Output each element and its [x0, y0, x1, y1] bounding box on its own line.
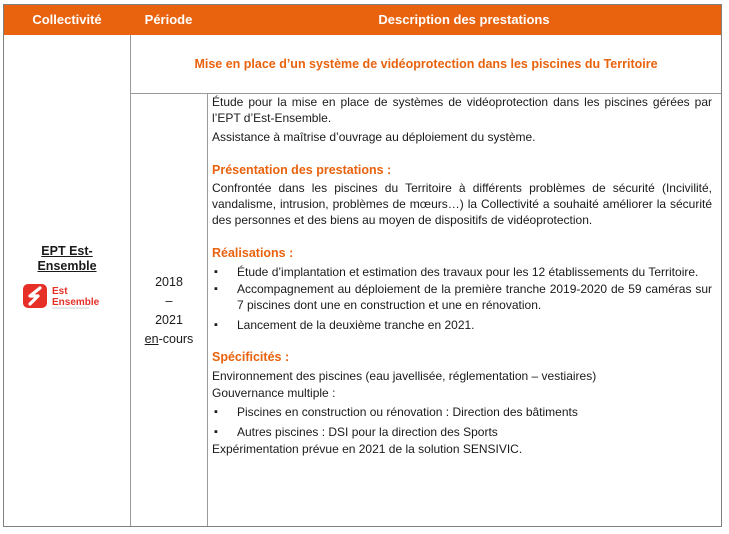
period-end: 2021 — [155, 313, 183, 327]
experimentation-text: Expérimentation prévue en 2021 de la solution SENSIVIC. — [212, 442, 523, 457]
header-periode: Période — [144, 12, 193, 27]
period-status-suffix: -cours — [158, 332, 194, 346]
list-item: ▪ Piscines en construction ou rénovation : Direction des bâtiments — [212, 405, 712, 421]
gouvernance-list — [212, 405, 712, 440]
period-status-prefix: en — [144, 332, 159, 346]
svg-text:Est: Est — [52, 286, 68, 297]
environnement-text: Environnement des piscines (eau javellisée, réglementation – vestiaires) — [212, 368, 597, 383]
header-description: Description des prestations — [378, 12, 550, 27]
realisations-title: Réalisations : — [212, 246, 294, 261]
amo-text: Assistance à maîtrise d’ouvrage au déploiement du système. — [212, 130, 536, 145]
period-status — [131, 330, 207, 349]
collectivite-name-line1: EPT Est- — [41, 244, 93, 258]
period-start: 2018 — [155, 275, 183, 289]
period-cell — [131, 273, 207, 349]
table-header — [4, 5, 721, 35]
realisations-list — [212, 265, 712, 333]
collectivite-name-line2: Ensemble — [37, 259, 97, 273]
specificites-title: Spécificités : — [212, 350, 290, 365]
description-cell — [212, 95, 712, 458]
project-title: Mise en place d’un système de vidéoprotection dans les piscines du Territoire — [194, 57, 658, 71]
collectivite-name — [4, 244, 130, 274]
list-item: ▪ Autres piscines : DSI pour la direction des Sports — [212, 425, 712, 441]
gouvernance-text: Gouvernance multiple : — [212, 386, 336, 401]
column-divider-2 — [207, 93, 208, 526]
row-divider — [130, 93, 721, 94]
svg-text:Ensemble: Ensemble — [52, 297, 100, 308]
presentation-title: Présentation des prestations : — [212, 162, 392, 177]
list-item: ▪ Accompagnement au déploiement de la première tranche 2019-2020 de 59 caméras sur 7 piscines dont une en construction et une en rénovation. — [212, 282, 712, 313]
list-item: ▪ Lancement de la deuxième tranche en 2021. — [212, 318, 712, 334]
header-collectivite: Collectivité — [32, 12, 102, 27]
period-dash: – — [165, 294, 173, 308]
intro-text: Étude pour la mise en place de systèmes de vidéoprotection dans les piscines gérées par l’EPT d’Est-Ensemble. — [212, 95, 712, 125]
collectivite-cell — [4, 36, 130, 526]
est-ensemble-logo — [21, 282, 115, 312]
list-item: ▪ Étude d’implantation et estimation des travaux pour les 12 établissements du Territoire. — [212, 265, 712, 281]
presentation-text: Confrontée dans les piscines du Territoire à différents problèmes de sécurité (Incivilité, vandalisme, intrusion, problèmes de mœurs…) la Collectivité a souhaité améliorer la sécurité des personnes et des biens au moyen de dispositifs de vidéoprotection. — [212, 181, 712, 227]
